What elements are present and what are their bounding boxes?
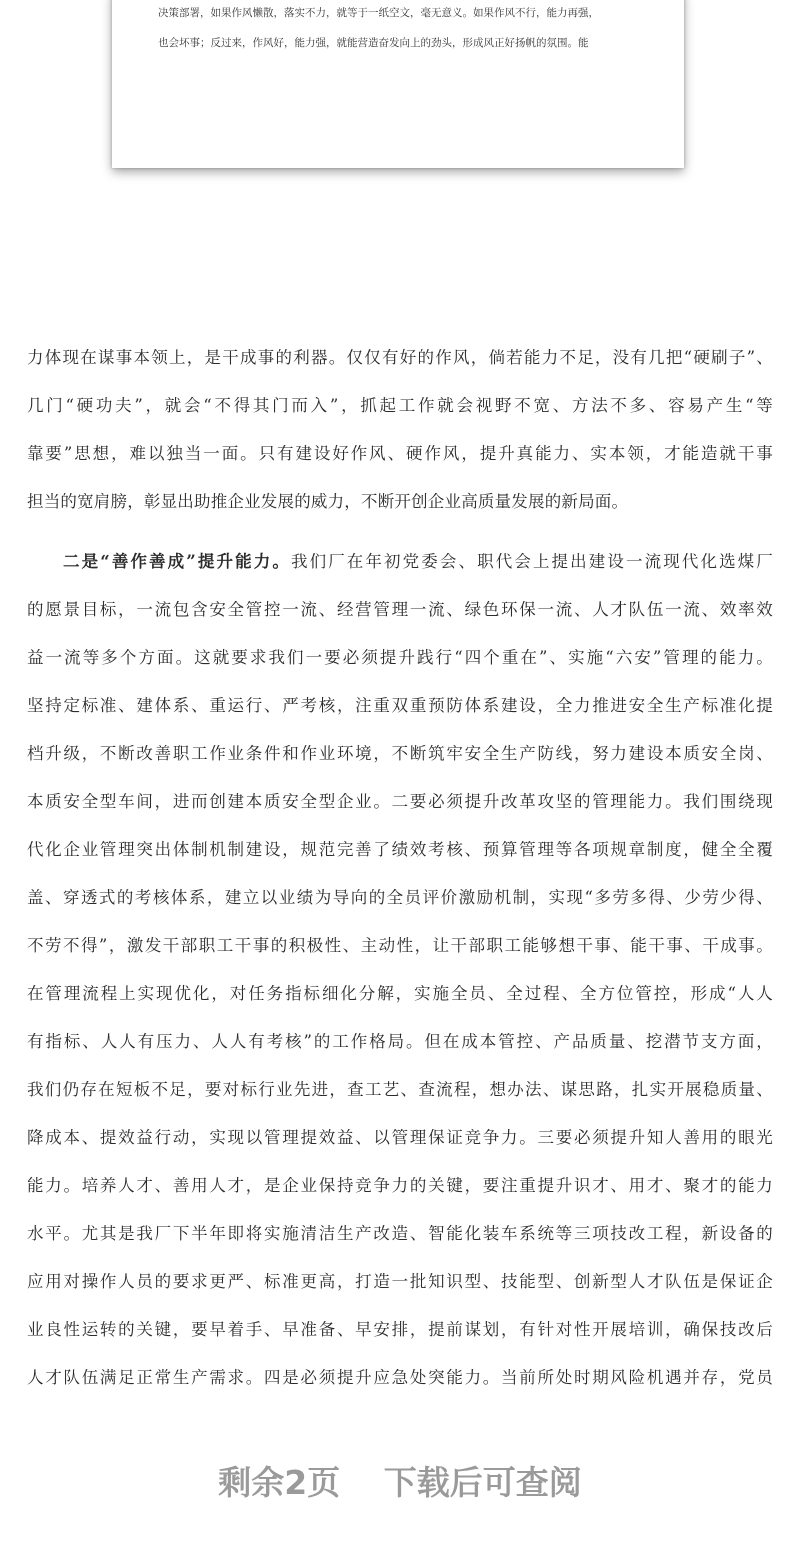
text-line: 应用对操作人员的要求更严、标准更高，打造一批知识型、技能型、创新型人才队伍是保证企 — [27, 1272, 773, 1291]
text-line: 有指标、人人有压力、人人有考核”的工作格局。但在成本管控、产品质量、挖潜节支方面， — [27, 1032, 773, 1051]
text-line: 降成本、提效益行动，实现以管理提效益、以管理保证竞争力。三要必须提升知人善用的眼光 — [27, 1128, 773, 1147]
page-preview-card — [112, 0, 684, 168]
text-line: 档升级，不断改善职工作业条件和作业环境，不断筑牢安全生产防线，努力建设本质安全岗、 — [27, 744, 773, 763]
download-prompt-button[interactable] — [0, 1455, 800, 1511]
text-line: 我们仍存在短板不足，要对标行业先进，查工艺、查流程，想办法、谋思路，扎实开展稳质量、 — [27, 1080, 773, 1099]
text-line: 代化企业管理突出体制机制建设，规范完善了绩效考核、预算管理等各项规章制度，健全全覆 — [27, 840, 773, 859]
text-line: 不劳不得”，激发干部职工干事的积极性、主动性，让干部职工能够想干事、能干事、干成事。 — [27, 936, 773, 955]
preview-line-1: 决策部署，如果作风懒散，落实不力，就等于一纸空文，毫无意义。如果作风不行，能力再强， — [158, 7, 599, 19]
paragraph-2-first-rest: 我们厂在年初党委会、职代会上提出建设一流现代化选煤厂 — [290, 552, 773, 571]
text-line: 的愿景目标，一流包含安全管控一流、经营管理一流、绿色环保一流、人才队伍一流、效率效 — [27, 600, 773, 619]
text-line: 在管理流程上实现优化，对任务指标细化分解，实施全员、全过程、全方位管控，形成“人人 — [27, 984, 773, 1003]
remaining-pages-label: 剩余2页 — [218, 1463, 341, 1502]
text-line: 人才队伍满足正常生产需求。四是必须提升应急处突能力。当前所处时期风险机遇并存，党员 — [27, 1368, 773, 1387]
text-line: 几门“硬功夫”，就会“不得其门而入”，抓起工作就会视野不宽、方法不多、容易产生“等 — [27, 396, 773, 415]
text-line: 担当的宽肩膀，彰显出助推企业发展的威力，不断开创企业高质量发展的新局面。 — [27, 492, 629, 511]
text-line: 水平。尤其是我厂下半年即将实施清洁生产改造、智能化装车系统等三项技改工程，新设备的 — [27, 1224, 773, 1243]
text-line: 坚持定标准、建体系、重运行、严考核，注重双重预防体系建设，全力推进安全生产标准化提 — [27, 696, 773, 715]
paragraph-2-lead: 二是“善作善成”提升能力。 — [63, 552, 291, 571]
text-line: 靠要”思想，难以独当一面。只有建设好作风、硬作风，提升真能力、实本领，才能造就干事 — [27, 444, 773, 463]
paragraph-2-first-line — [63, 550, 773, 574]
text-line: 能力。培养人才、善用人才，是企业保持竞争力的关键，要注重提升识才、用才、聚才的能力 — [27, 1176, 773, 1195]
text-line: 力体现在谋事本领上，是干成事的利器。仅仅有好的作风，倘若能力不足，没有几把“硬刷子”、 — [27, 348, 773, 367]
preview-line-2: 也会坏事；反过来，作风好，能力强，就能营造奋发向上的劲头，形成风正好扬帆的氛围。能 — [158, 37, 589, 49]
text-line: 业良性运转的关键，要早着手、早准备、早安排，提前谋划，有针对性开展培训，确保技改后 — [27, 1320, 773, 1339]
download-to-view-label: 下载后可查阅 — [383, 1463, 582, 1502]
text-line: 本质安全型车间，进而创建本质安全型企业。二要必须提升改革攻坚的管理能力。我们围绕现 — [27, 792, 773, 811]
text-line: 盖、穿透式的考核体系，建立以业绩为导向的全员评价激励机制，实现“多劳多得、少劳少得、 — [27, 888, 773, 907]
text-line: 益一流等多个方面。这就要求我们一要必须提升践行“四个重在”、实施“六安”管理的能力。 — [27, 648, 773, 667]
